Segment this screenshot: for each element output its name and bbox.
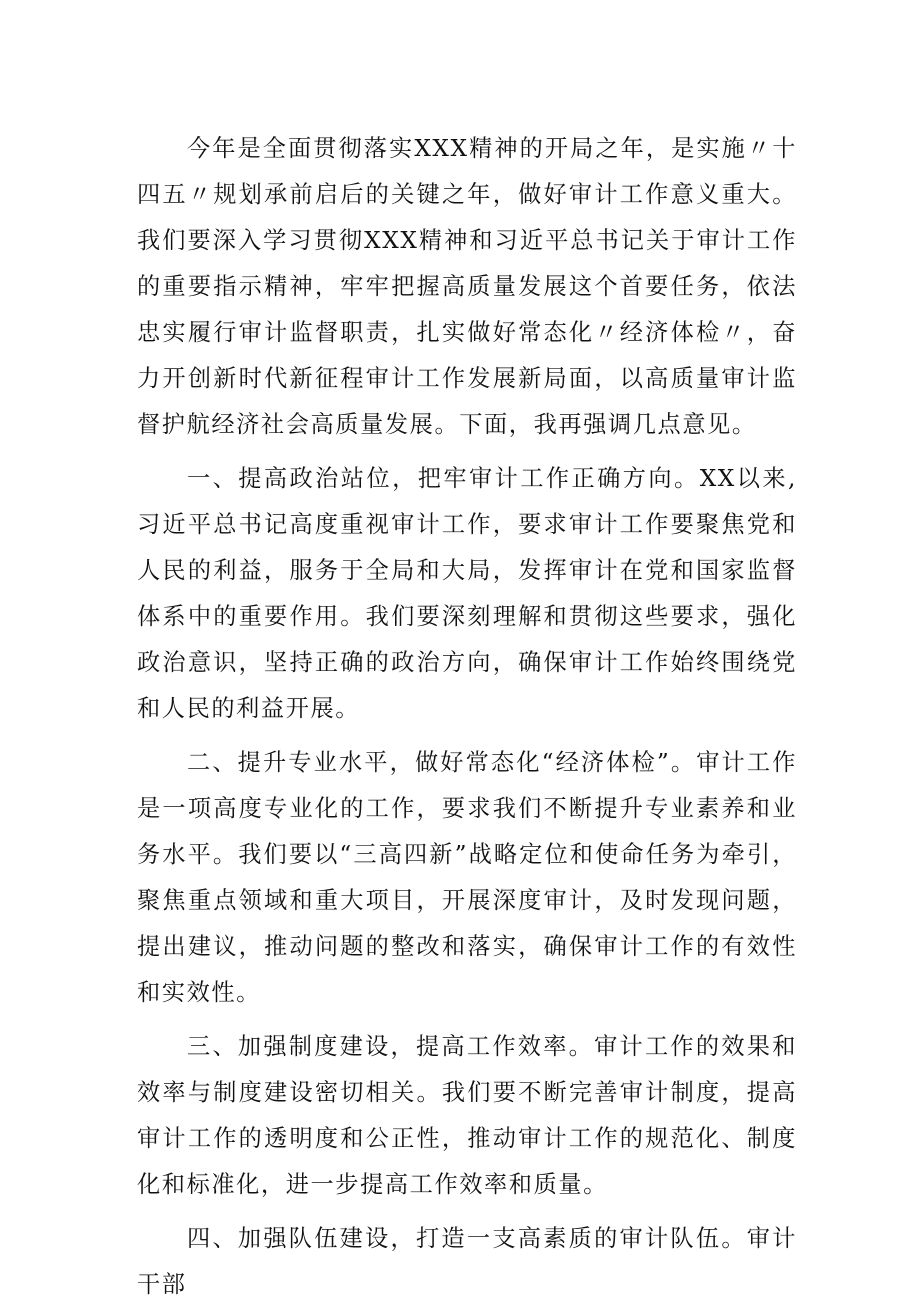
document-body (137, 126, 797, 1316)
section-2-paragraph: 二、提升专业水平，做好常态化“经济体检”。审计工作是一项高度专业化的工作，要求我们不断提升专业素养和业务水平。我们要以“三高四新”战略定位和使命任务为牵引，聚焦重点领域和重大项目，开展深度审计，及时发现问题，提出建议，推动问题的整改和落实，确保审计工作的有效性和实效性。 (137, 749, 797, 1006)
section-3-paragraph: 三、加强制度建设，提高工作效率。审计工作的效果和效率与制度建设密切相关。我们要不断完善审计制度，提高审计工作的透明度和公正性，推动审计工作的规范化、制度化和标准化，进一步提高工作效率和质量。 (137, 1033, 797, 1198)
intro-paragraph: 今年是全面贯彻落实XXX精神的开局之年，是实施〃十四五〃规划承前启后的关键之年，做好审计工作意义重大。我们要深入学习贯彻XXX精神和习近平总书记关于审计工作的重要指示精神，牢牢把握高质量发展这个首要任务，依法忠实履行审计监督职责，扎实做好常态化〃经济体检〃，奋力开创新时代新征程审计工作发展新局面，以高质量审计监督护航经济社会高质量发展。下面，我再强调几点意见。 (137, 135, 797, 438)
section-4-paragraph: 四、加强队伍建设，打造一支高素质的审计队伍。审计干部 (137, 1225, 797, 1298)
section-1-paragraph: 一、提高政治站位，把牢审计工作正确方向。XX以来,习近平总书记高度重视审计工作，要求审计工作要聚焦党和人民的利益，服务于全局和大局，发挥审计在党和国家监督体系中的重要作用。我们要深刻理解和贯彻这些要求，强化政治意识，坚持正确的政治方向，确保审计工作始终围绕党和人民的利益开展。 (137, 465, 797, 722)
